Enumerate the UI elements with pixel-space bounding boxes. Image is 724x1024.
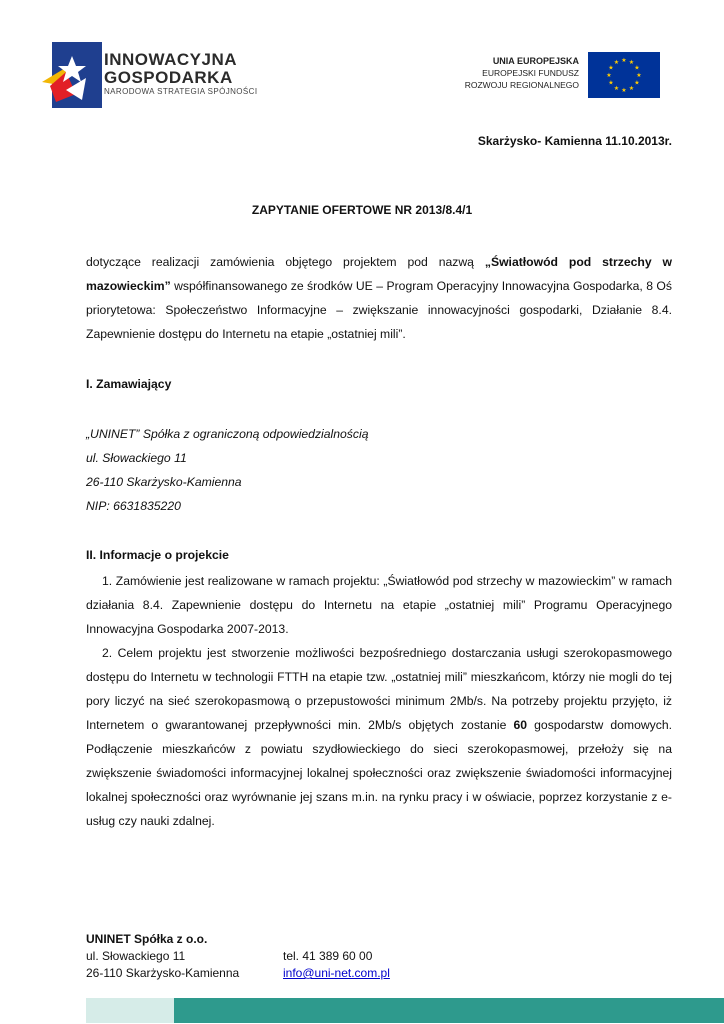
footer-email-link[interactable]: info@uni-net.com.pl — [283, 966, 390, 980]
svg-text:★: ★ — [621, 87, 627, 94]
svg-text:★: ★ — [634, 79, 640, 87]
svg-text:★: ★ — [606, 72, 612, 79]
ordering-party-block — [86, 422, 672, 518]
intro-text-after: współfinansowanego ze środków UE – Program Operacyjny Innowacyjna Gospodarka, 8 Oś priorytetowa: Społeczeństwo Informacyjne – zwiększanie innowacyjności gospodarki, Działanie 8.4. Zapewnienie dostępu do Internetu na etapie „ostatniej mili”. — [86, 279, 672, 341]
svg-text:★: ★ — [608, 79, 614, 87]
footer-bar-light — [86, 998, 174, 1023]
item2-text-after: gospodarstw domowych. Podłączenie mieszkańców z powiatu szydłowieckiego do sieci szerokopasmowej, przełoży się na zwiększenie świadomości informacyjnej lokalnej społeczności oraz zwiększenie świadomości informacyjnej lokalnej społeczności oraz wyrównanie jej szans m.in. na rynku pracy i w oświacie, poprzez korzystanie z e-usług czy nauki zdalnej. — [86, 718, 672, 828]
section-heading-zamawiajacy: I. Zamawiający — [86, 377, 172, 391]
svg-text:★: ★ — [634, 64, 640, 72]
eu-line-2: EUROPEJSKI FUNDUSZ — [482, 68, 579, 78]
footer-phone: tel. 41 389 60 00 — [283, 949, 373, 963]
svg-text:★: ★ — [613, 59, 620, 66]
eu-flag-icon — [588, 52, 660, 98]
document-title: ZAPYTANIE OFERTOWE NR 2013/8.4/1 — [251, 203, 473, 217]
footer-address — [86, 931, 239, 982]
list-item-1: 1. Zamówienie jest realizowane w ramach projektu: „Światłowód pod strzechy w mazowieckim” w ramach działania 8.4. Zapewnienie dostępu do Internetu na etapie „ostatniej mili” Programu Operacyjnego Innowacyjna Gospodarka 2007-2013. — [86, 574, 672, 636]
footer-city: 26-110 Skarżysko-Kamienna — [86, 966, 240, 980]
eu-line-3: ROZWOJU REGIONALNEGO — [464, 80, 579, 90]
project-name: „Światłowód pod strzechy w mazowieckim” — [86, 255, 672, 293]
eu-fund-logo — [450, 50, 665, 100]
innowacyjna-gospodarka-logo — [42, 40, 272, 110]
list-item-2 — [86, 641, 672, 833]
eu-logo-text — [465, 55, 579, 91]
svg-text:★: ★ — [636, 72, 642, 79]
logo-line-1: INNOWACYJNA — [104, 50, 238, 69]
footer-street: ul. Słowackiego 11 — [86, 949, 186, 963]
item2-text-before: 2. Celem projektu jest stworzenie możliwości bezpośredniego dostarczania usługi szerokopasmowego dostępu do Internetu w technologii FTTH na etapie tzw. „ostatniej mili” mieszkańcom, którzy nie mogli do tej pory liczyć na sieć szerokopasmową o przepustowości minimum 2Mb/s. Na potrzeby projektu przyjęto, iż Internetem o gwarantowanej przepływności min. 2Mb/s objętych zostanie — [86, 646, 672, 732]
footer-company: UNINET Spółka z o.o. — [86, 932, 208, 946]
party-nip: NIP: 6631835220 — [86, 499, 181, 513]
section-heading-informacje: II. Informacje o projekcie — [86, 548, 229, 562]
svg-text:★: ★ — [608, 64, 614, 72]
star-flag-icon — [42, 42, 102, 108]
logo-line-2: GOSPODARKA — [104, 68, 233, 87]
document-date: Skarżysko- Kamienna 11.10.2013r. — [477, 134, 672, 148]
party-name: „UNINET” Spółka z ograniczoną odpowiedzialnością — [86, 427, 369, 441]
svg-text:★: ★ — [621, 57, 627, 64]
logo-line-3: NARODOWA STRATEGIA SPÓJNOŚCI — [104, 87, 258, 96]
party-street: ul. Słowackiego 11 — [86, 451, 187, 465]
footer-bar-dark — [174, 998, 724, 1023]
svg-text:★: ★ — [628, 85, 635, 92]
footer-contact — [283, 948, 390, 982]
party-city: 26-110 Skarżysko-Kamienna — [86, 475, 242, 489]
eu-line-1: UNIA EUROPEJSKA — [492, 56, 579, 66]
household-count: 60 — [513, 718, 528, 732]
intro-paragraph — [86, 250, 672, 346]
svg-text:★: ★ — [613, 85, 620, 92]
intro-text-before: dotyczące realizacji zamówienia objętego projektem pod nazwą — [86, 255, 485, 269]
svg-text:★: ★ — [628, 59, 635, 66]
